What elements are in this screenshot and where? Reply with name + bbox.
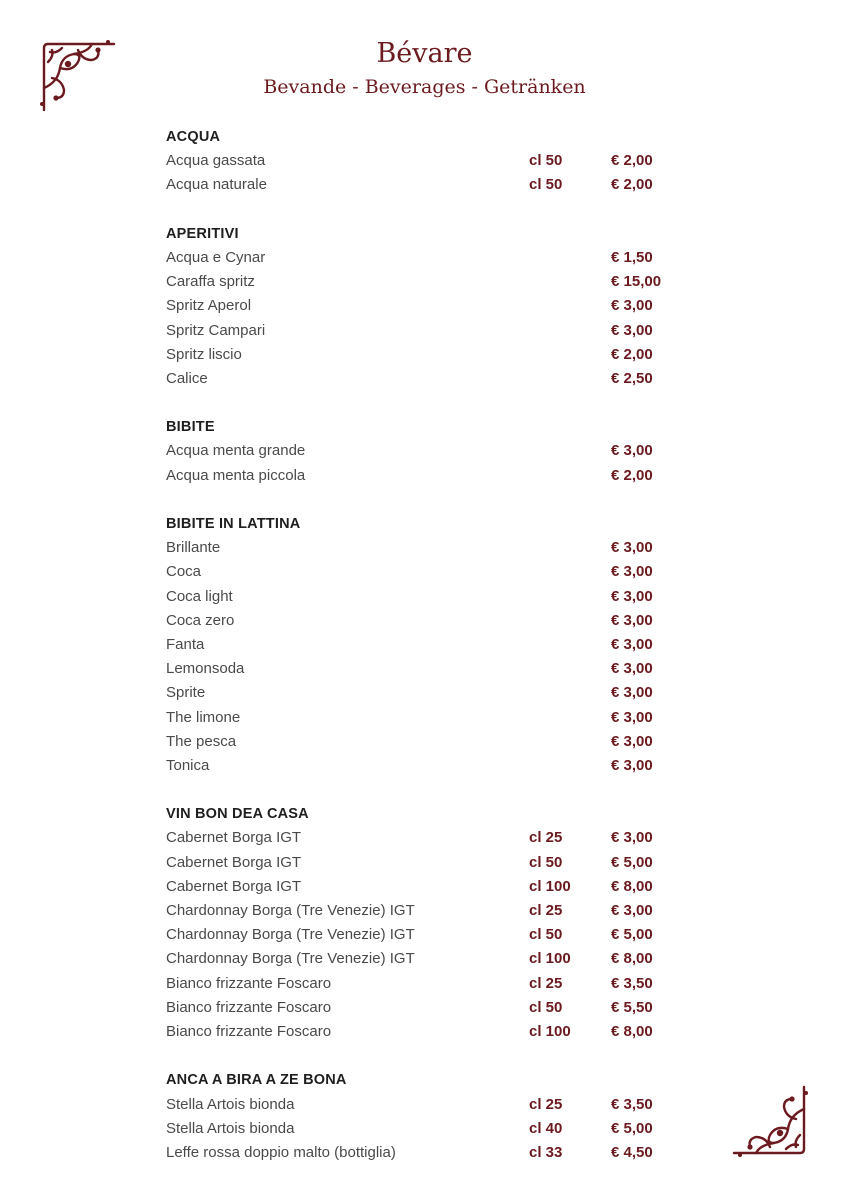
menu-item — [166, 1117, 686, 1141]
item-size: cl 33 — [529, 1143, 563, 1161]
menu-section — [166, 222, 686, 391]
menu-item — [166, 464, 686, 488]
section-title: VIN BON DEA CASA — [166, 806, 309, 823]
item-name: Spritz Campari — [166, 321, 266, 339]
item-name: Acqua menta grande — [166, 442, 306, 460]
page-title: Bévare — [376, 38, 473, 69]
item-name: Coca — [166, 563, 202, 581]
item-size: cl 50 — [529, 152, 563, 170]
item-name: Brillante — [166, 539, 221, 557]
item-name: Bianco frizzante Foscaro — [166, 998, 332, 1016]
item-name: Acqua gassata — [166, 152, 266, 170]
menu-item — [166, 754, 686, 778]
item-size: cl 50 — [529, 998, 563, 1016]
item-name: Bianco frizzante Foscaro — [166, 974, 332, 992]
menu-section — [166, 415, 686, 488]
menu-item — [166, 706, 686, 730]
item-price: € 3,00 — [611, 732, 653, 750]
item-size: cl 50 — [529, 926, 563, 944]
item-price: € 3,00 — [611, 756, 653, 774]
menu-item — [166, 633, 686, 657]
menu-item — [166, 343, 686, 367]
menu-item — [166, 923, 686, 947]
menu-item — [166, 1093, 686, 1117]
item-name: Sprite — [166, 684, 206, 702]
item-name: Tonica — [166, 756, 210, 774]
item-name: Acqua menta piccola — [166, 466, 306, 484]
item-price: € 3,50 — [611, 1095, 653, 1113]
item-size: cl 100 — [529, 950, 571, 968]
menu-item — [166, 536, 686, 560]
menu-item — [166, 1020, 686, 1044]
item-name: Coca light — [166, 587, 233, 605]
menu-section — [166, 125, 686, 198]
menu-item — [166, 996, 686, 1020]
item-name: Coca zero — [166, 611, 235, 629]
item-name: Spritz Aperol — [166, 297, 252, 315]
menu-item — [166, 149, 686, 173]
item-price: € 8,00 — [611, 1022, 653, 1040]
item-price: € 8,00 — [611, 877, 653, 895]
menu-item — [166, 972, 686, 996]
menu-item — [166, 947, 686, 971]
item-name: The pesca — [166, 732, 237, 750]
item-name: Stella Artois bionda — [166, 1119, 295, 1137]
item-price: € 2,00 — [611, 466, 653, 484]
item-name: Chardonnay Borga (Tre Venezie) IGT — [166, 902, 415, 919]
menu-item — [166, 585, 686, 609]
item-price: € 2,00 — [611, 152, 653, 170]
menu-item — [166, 560, 686, 584]
item-name: Fanta — [166, 635, 205, 653]
item-price: € 15,00 — [611, 273, 662, 291]
item-price: € 3,00 — [611, 442, 653, 460]
menu-item — [166, 439, 686, 463]
menu-header — [0, 38, 849, 100]
item-price: € 3,00 — [611, 321, 653, 339]
menu-section — [166, 1068, 686, 1165]
menu-item — [166, 826, 686, 850]
menu-item — [166, 681, 686, 705]
item-name: Calice — [166, 369, 208, 387]
item-price: € 5,00 — [611, 1119, 653, 1137]
item-price: € 3,00 — [611, 660, 653, 678]
item-price: € 8,00 — [611, 950, 653, 968]
item-name: Acqua e Cynar — [166, 248, 266, 266]
menu-item — [166, 270, 686, 294]
menu-item — [166, 875, 686, 899]
menu-item — [166, 173, 686, 197]
menu-item — [166, 246, 686, 270]
section-title: APERITIVI — [166, 225, 239, 242]
menu-section — [166, 802, 686, 1044]
item-size: cl 50 — [529, 853, 563, 871]
item-size: cl 25 — [529, 974, 563, 992]
item-price: € 3,00 — [611, 684, 653, 702]
item-price: € 4,50 — [611, 1143, 653, 1161]
menu-list — [166, 125, 686, 1189]
item-price: € 3,00 — [611, 635, 653, 653]
item-name: Caraffa spritz — [166, 273, 255, 291]
item-size: cl 25 — [529, 902, 563, 919]
item-price: € 2,50 — [611, 369, 653, 387]
item-price: € 3,00 — [611, 902, 653, 919]
section-title: BIBITE — [166, 419, 215, 436]
item-price: € 3,00 — [611, 539, 653, 557]
menu-item — [166, 730, 686, 754]
item-size: cl 25 — [529, 1095, 563, 1113]
item-price: € 3,00 — [611, 708, 653, 726]
item-size: cl 50 — [529, 176, 563, 194]
section-title: ANCA A BIRA A ZE BONA — [166, 1072, 347, 1089]
item-name: Bianco frizzante Foscaro — [166, 1022, 332, 1040]
item-name: Cabernet Borga IGT — [166, 877, 302, 895]
item-size: cl 25 — [529, 829, 563, 847]
section-title: BIBITE IN LATTINA — [166, 516, 301, 532]
item-name: Acqua naturale — [166, 176, 267, 194]
item-price: € 2,00 — [611, 176, 653, 194]
item-price: € 2,00 — [611, 345, 653, 363]
item-price: € 5,00 — [611, 926, 653, 944]
menu-item — [166, 1141, 686, 1165]
item-price: € 3,00 — [611, 587, 653, 605]
item-price: € 5,00 — [611, 853, 653, 871]
item-price: € 1,50 — [611, 248, 653, 266]
section-title: ACQUA — [166, 129, 221, 145]
item-price: € 3,50 — [611, 974, 653, 992]
menu-item — [166, 851, 686, 875]
menu-item — [166, 657, 686, 681]
item-name: Lemonsoda — [166, 660, 245, 678]
menu-item — [166, 294, 686, 318]
item-name: The limone — [166, 708, 241, 726]
item-size: cl 100 — [529, 877, 571, 895]
item-name: Chardonnay Borga (Tre Venezie) IGT — [166, 950, 415, 968]
item-name: Spritz liscio — [166, 345, 242, 363]
item-price: € 3,00 — [611, 611, 653, 629]
item-price: € 3,00 — [611, 297, 653, 315]
menu-section — [166, 512, 686, 778]
item-price: € 3,00 — [611, 563, 653, 581]
item-name: Stella Artois bionda — [166, 1095, 295, 1113]
flourish-corner-icon — [730, 1083, 810, 1159]
item-name: Leffe rossa doppio malto (bottiglia) — [166, 1143, 396, 1161]
menu-item — [166, 319, 686, 343]
item-name: Cabernet Borga IGT — [166, 829, 302, 847]
page-subtitle: Bevande - Beverages - Getränken — [263, 76, 586, 98]
item-price: € 5,50 — [611, 998, 653, 1016]
item-size: cl 100 — [529, 1022, 571, 1040]
item-size: cl 40 — [529, 1119, 563, 1137]
menu-item — [166, 899, 686, 923]
menu-item — [166, 609, 686, 633]
item-name: Chardonnay Borga (Tre Venezie) IGT — [166, 926, 415, 944]
item-name: Cabernet Borga IGT — [166, 853, 302, 871]
menu-item — [166, 367, 686, 391]
item-price: € 3,00 — [611, 829, 653, 847]
